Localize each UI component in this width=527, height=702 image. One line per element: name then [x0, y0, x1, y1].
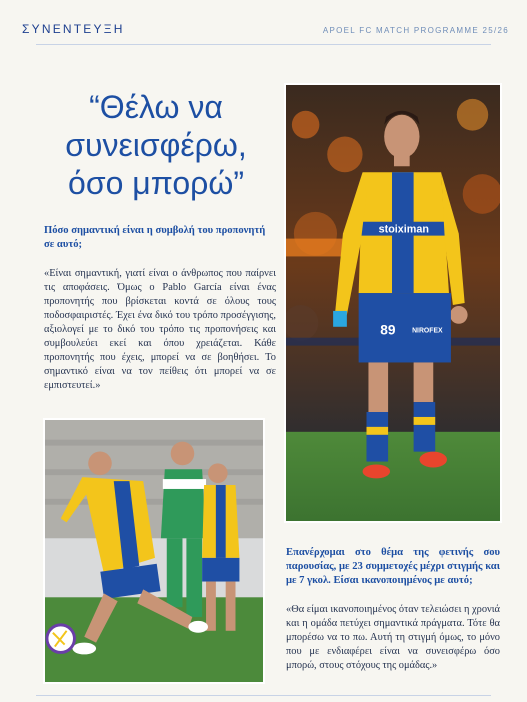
shirt-number: 89	[380, 322, 396, 338]
question-2: Επανέρχομαι στο θέμα της φετινής σου παρουσίας, με 23 συμμετοχές μέχρι στιγμής και με 7 γκολ. Είσαι ικανοποιημένος με αυτό;	[286, 547, 500, 586]
match-action-photo	[43, 418, 265, 684]
answer-1: «Είναι σημαντική, γιατί είναι ο άνθρωπος που παίρνει τις αποφάσεις. Όμως ο Pablo García είναι ένας προπονητής που βρίσκεται κοντά σε όλους τους ποδοσφαιριστές. Έχει ένα δικό του τρόπο προσέγγισης, αξιολογεί με το δικό του τρόπο τις προπονήσεις και συμβουλεύει εκεί και όπου χρειάζεται. Κάθε προπονητής που έχεις, μπορεί να σε βοηθήσει. Το σημαντικό είναι να τον πείθεις ότι μπορεί να σε εμπιστευτεί.»	[44, 268, 276, 391]
headline	[36, 88, 276, 202]
headline-line-3: όσο μπορώ”	[68, 165, 244, 201]
headline-line-2: συνεισφέρω,	[65, 127, 247, 163]
player-celebration-photo	[284, 83, 502, 523]
headline-line-1: “Θέλω να	[89, 89, 223, 125]
footer-divider	[36, 695, 491, 696]
section-title: ΣΥΝΕΝΤΕΥΞΗ	[22, 22, 125, 36]
question-1: Πόσο σημαντική είναι η συμβολή του προπονητή σε αυτό;	[44, 225, 266, 250]
shirt-sponsor: stoiximan	[378, 223, 429, 236]
header-divider	[36, 44, 491, 45]
programme-label: APOEL FC MATCH PROGRAMME 25/26	[322, 26, 509, 35]
answer-2: «Θα είμαι ικανοποιημένος όταν τελειώσει η χρονιά και η ομάδα πετύχει σημαντικά πράγματα. Τότε θα μπορέσω να το πω. Αυτή τη στιγμή όμως, το μόνο που με ενδιαφέρει είναι να συνεισφέρω όσο μπορώ, στους στόχους της ομάδας.»	[286, 604, 500, 671]
shorts-sponsor: NIROFEX	[412, 327, 443, 335]
